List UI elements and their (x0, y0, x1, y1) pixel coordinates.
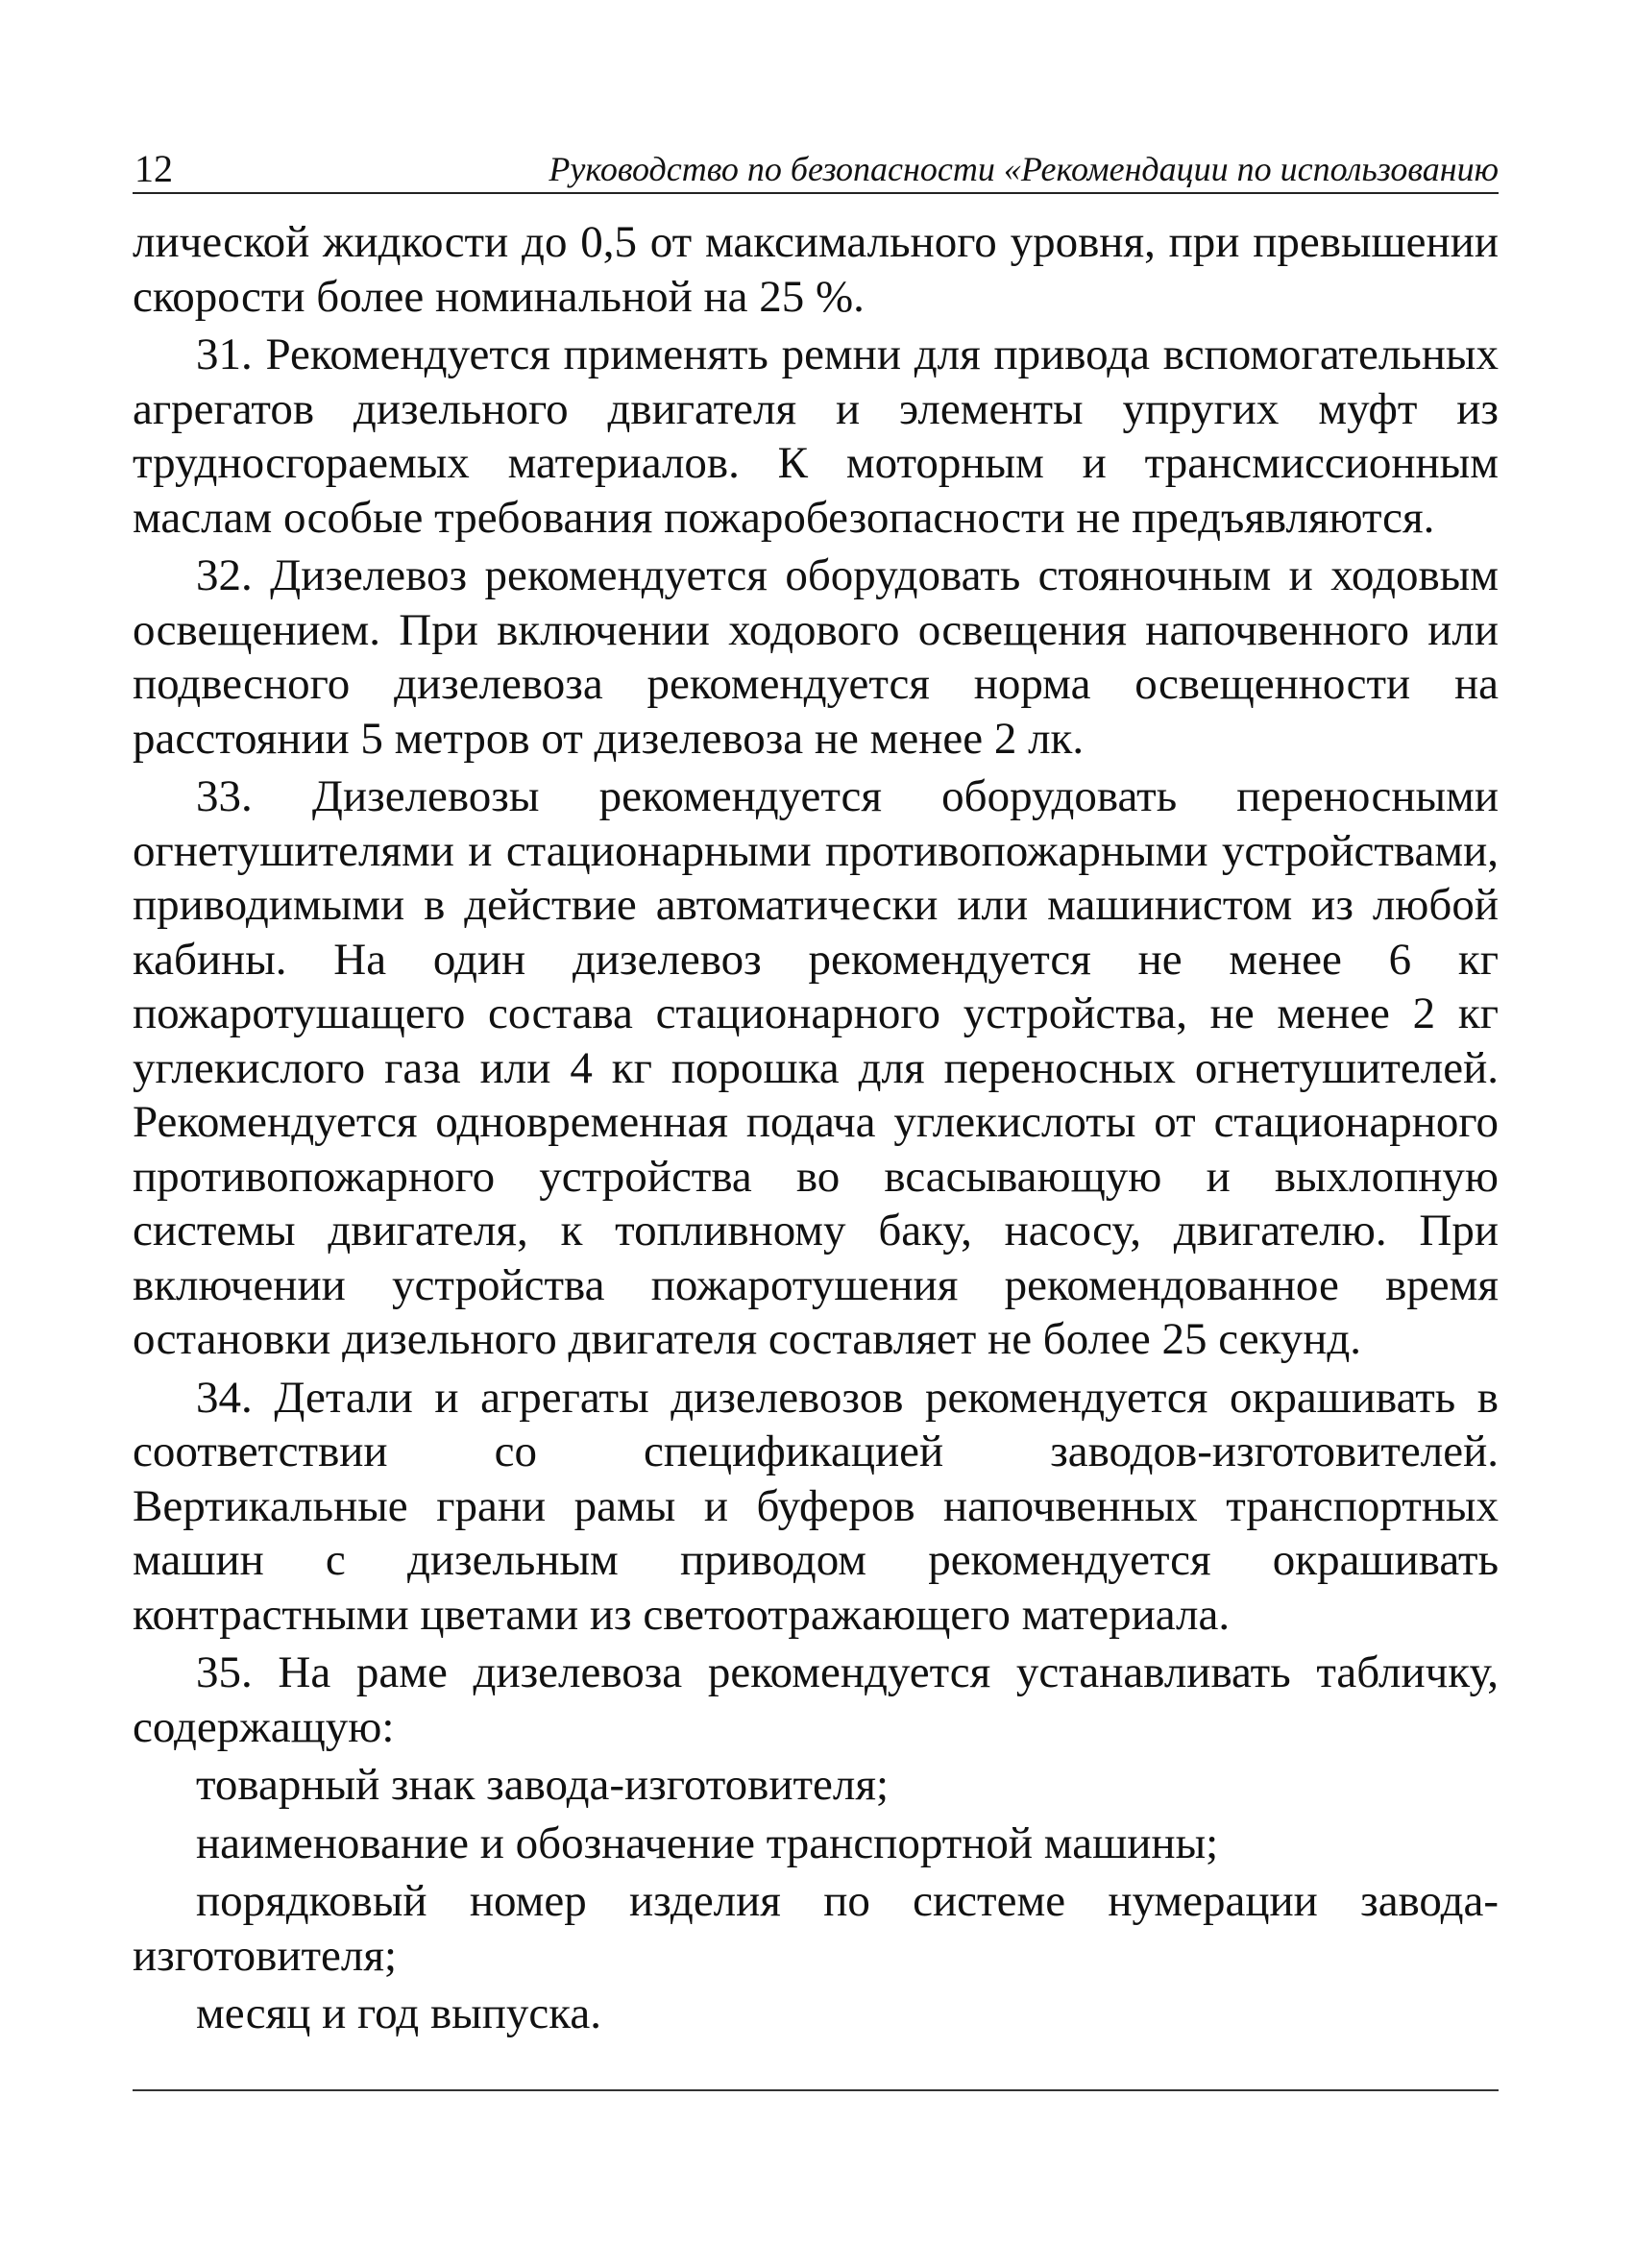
body-text (133, 215, 1499, 2041)
list-item-serial-number: порядковый номер изделия по системе нумерации завода-изготовителя; (133, 1876, 1499, 1981)
paragraph-item-32: 32. Дизелевоз рекомендуется оборудовать стояночным и ходовым освещением. При включении ходового освещения напочвенного или подвесного дизелевоза рекомендуется норма освещенности на расстоянии 5 метров от дизелевоза не менее 2 лк. (133, 550, 1499, 764)
footer-rule (133, 2089, 1499, 2091)
page-number: 12 (134, 147, 173, 190)
list-item-machine-name: наименование и обозначение транспортной машины; (196, 1817, 1219, 1868)
running-title: Руководство по безопасности «Рекомендации по использованию (549, 150, 1499, 188)
paragraph-continuation: лической жидкости до 0,5 от максимального уровня, при превышении скорости более номинальной на 25 %. (133, 217, 1499, 322)
list-item-release-date: месяц и год выпуска. (196, 1988, 601, 2038)
paragraph-item-35: 35. На раме дизелевоза рекомендуется устанавливать табличку, содержащую: (133, 1647, 1499, 1752)
document-page (133, 144, 1499, 2045)
list-item-trademark: товарный знак завода-изготовителя; (196, 1760, 890, 1810)
paragraph-item-34: 34. Детали и агрегаты дизелевозов рекомендуется окрашивать в соответствии со спецификацией заводов-изготовителей. Вертикальные грани рамы и буферов напочвенных транспортных машин с дизельным приводом рекомендуется окрашивать контрастными цветами из светоотражающего материала. (133, 1372, 1499, 1640)
paragraph-item-31: 31. Рекомендуется применять ремни для привода вспомогательных агрегатов дизельного двигателя и элементы упругих муфт из трудносгораемых материалов. К моторным и трансмиссионным маслам особые требования пожаробезопасности не предъявляются. (133, 329, 1499, 543)
page-header (133, 144, 1499, 194)
paragraph-item-33: 33. Дизелевозы рекомендуется оборудовать переносными огнетушителями и стационарными противопожарными устройствами, приводимыми в действие автоматически или машинистом из любой кабины. На один дизелевоз рекомендуется не менее 6 кг пожаротушащего состава стационарного устройства, не менее 2 кг углекислого газа или 4 кг порошка для переносных огнетушителей. Рекомендуется одновременная подача углекислоты от стационарного противопожарного устройства во всасывающую и выхлопную системы двигателя, к топливному баку, насосу, двигателю. При включении устройства пожаротушения рекомендованное время остановки дизельного двигателя составляет не более 25 секунд. (133, 771, 1499, 1364)
